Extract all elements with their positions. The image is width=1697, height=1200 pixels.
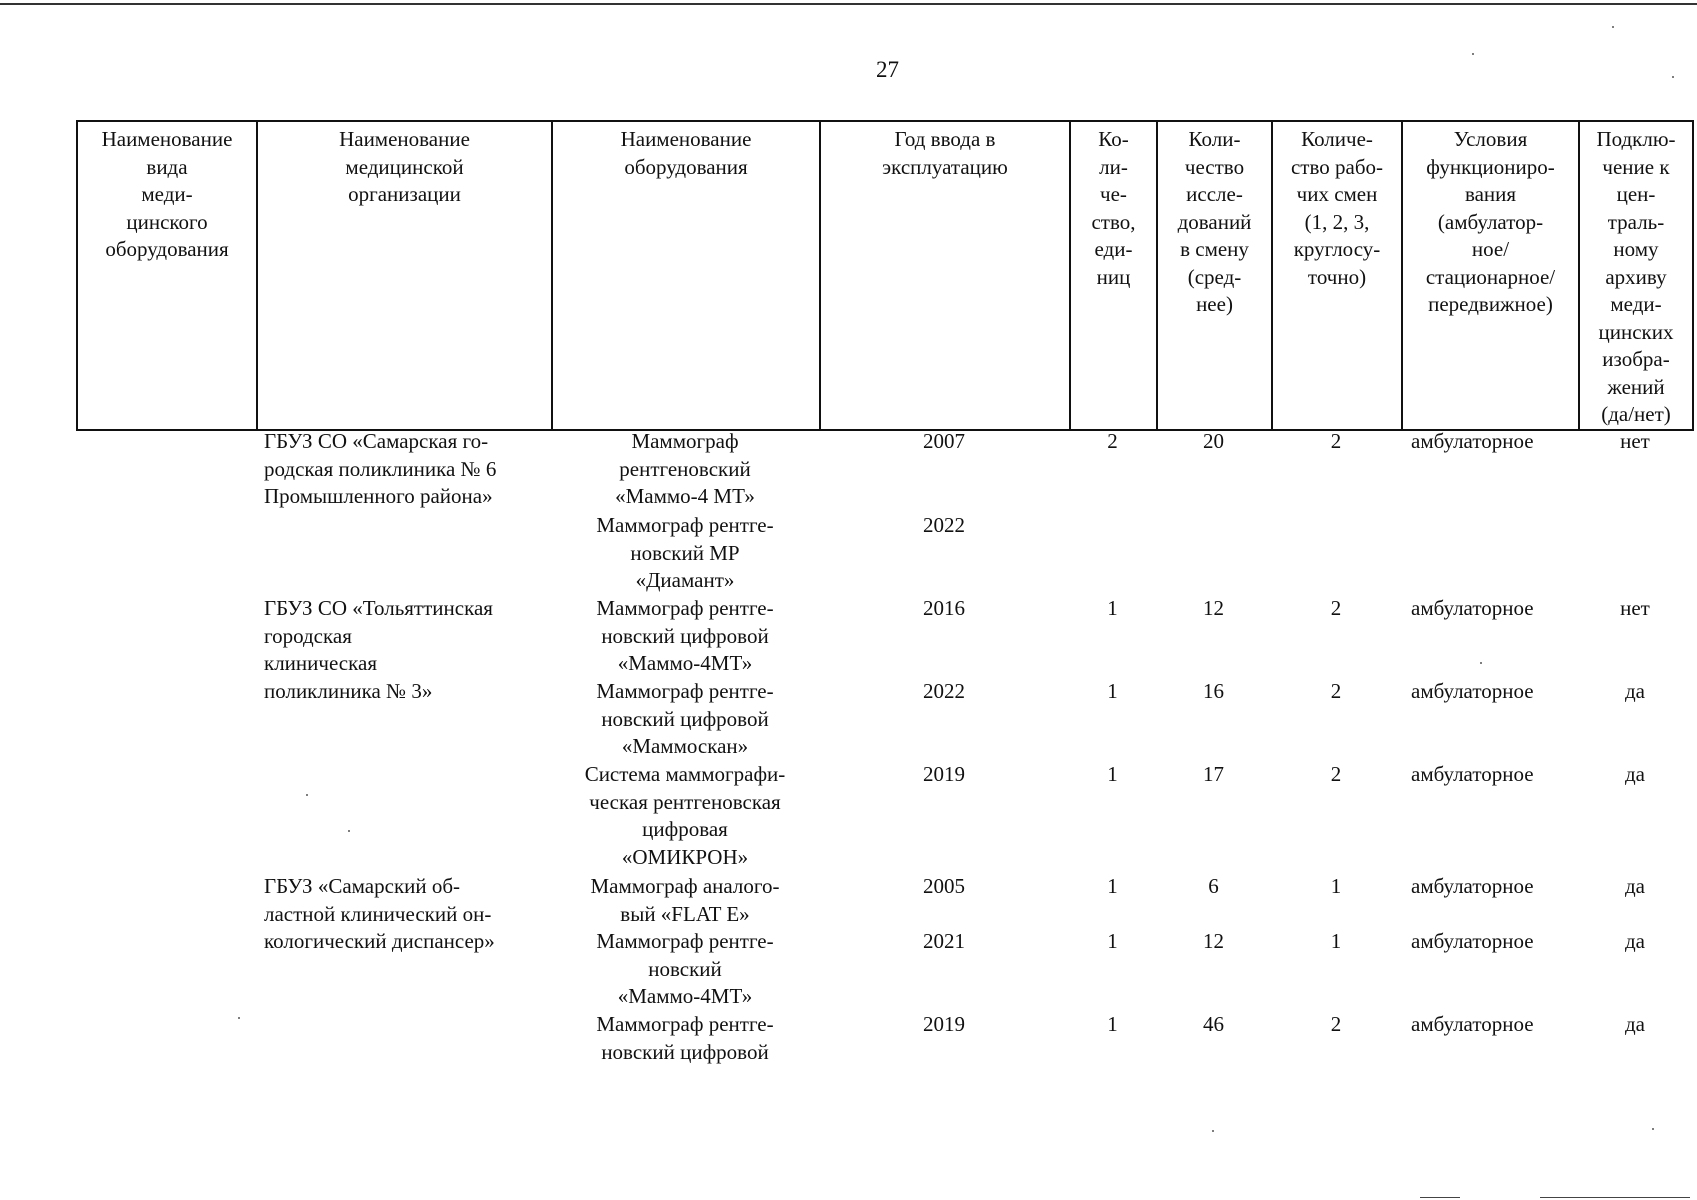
- cell-shifts: 2: [1330, 596, 1342, 620]
- cell-studies: 46: [1203, 1012, 1224, 1036]
- cell-equipment-name: Система маммографи- ческая рентгеновская цифровая «ОМИКРОН»: [584, 762, 786, 869]
- cell-quantity: 1: [1107, 762, 1118, 786]
- table-row: [76, 1011, 1692, 1081]
- cell-equipment-type: [76, 512, 256, 595]
- cell-conditions: амбулаторное: [1411, 596, 1534, 620]
- cell-year: 2019: [923, 1012, 965, 1036]
- cell-organization: ГБУЗ «Самарский об- ластной клинический он-: [264, 874, 492, 926]
- scan-speck: [1652, 1128, 1654, 1130]
- cell-shifts: 2: [1330, 762, 1342, 786]
- cell-organization: [256, 512, 551, 595]
- cell-equipment-type: [76, 873, 256, 928]
- cell-quantity: 2: [1107, 429, 1118, 453]
- cell-quantity: 1: [1107, 1012, 1118, 1036]
- scan-speck: [1480, 662, 1482, 664]
- cell-conditions: амбулаторное: [1411, 679, 1534, 703]
- table-row: [76, 761, 1692, 873]
- cell-year: 2022: [923, 679, 965, 703]
- cell-shifts: [1271, 512, 1401, 595]
- cell-quantity: 1: [1107, 929, 1118, 953]
- cell-year: 2005: [923, 874, 965, 898]
- cell-equipment-name: Маммограф рентгеновский «Маммо-4 МТ»: [615, 429, 755, 508]
- cell-studies: 12: [1203, 929, 1224, 953]
- cell-equipment-name: Маммограф рентге- новский МР «Диамант»: [596, 513, 774, 592]
- scan-fragment: [1540, 1197, 1690, 1198]
- scan-speck: [1212, 1130, 1214, 1132]
- cell-conditions: амбулаторное: [1411, 1012, 1534, 1036]
- cell-organization: ГБУЗ СО «Самарская го- родская поликлиника № 6 Промышленного района»: [264, 429, 497, 508]
- cell-organization: [256, 1011, 551, 1081]
- cell-conditions: [1401, 512, 1578, 595]
- cell-conditions: амбулаторное: [1411, 929, 1534, 953]
- cell-studies: [1156, 512, 1271, 595]
- cell-studies: 12: [1203, 596, 1224, 620]
- header-equipment-name: Наименование оборудования: [552, 121, 820, 430]
- scan-speck: [1612, 26, 1614, 28]
- cell-organization: поликлиника № 3»: [264, 679, 433, 703]
- scan-speck: [348, 830, 350, 832]
- cell-archive: нет: [1620, 429, 1650, 453]
- cell-equipment-name: Маммограф рентге- новский цифровой «Маммоскан»: [596, 679, 774, 758]
- cell-studies: 17: [1203, 762, 1224, 786]
- header-shifts: Количе- ство рабо- чих смен (1, 2, 3, круглосу- точно): [1272, 121, 1402, 430]
- cell-year: 2016: [923, 596, 965, 620]
- cell-organization: кологический диспансер»: [264, 929, 495, 953]
- header-organization: Наименование медицинской организации: [257, 121, 552, 430]
- table-row: [76, 678, 1692, 761]
- cell-archive: да: [1624, 874, 1645, 898]
- cell-year: 2019: [923, 762, 965, 786]
- cell-year: 2007: [923, 429, 965, 453]
- scan-speck: [238, 1017, 240, 1019]
- cell-equipment-name: Маммограф рентге- новский «Маммо-4МТ»: [596, 929, 774, 1008]
- table-header: [76, 120, 1694, 431]
- cell-studies: 20: [1203, 429, 1224, 453]
- cell-year: 2022: [923, 513, 965, 537]
- scan-speck: [1472, 53, 1474, 55]
- cell-equipment-type: [76, 761, 256, 873]
- cell-studies: 6: [1208, 874, 1219, 898]
- cell-equipment-type: [76, 595, 256, 678]
- cell-equipment-name: Маммограф аналого- вый «FLAT E»: [590, 874, 780, 926]
- cell-archive: да: [1624, 762, 1645, 786]
- cell-quantity: 1: [1107, 596, 1118, 620]
- cell-shifts: 2: [1330, 679, 1342, 703]
- cell-studies: 16: [1203, 679, 1224, 703]
- cell-shifts: 2: [1330, 1012, 1342, 1036]
- table-row: [76, 595, 1692, 678]
- table-row: [76, 428, 1692, 512]
- cell-equipment-name: Маммограф рентге- новский цифровой «Маммо-4МТ»: [596, 596, 774, 675]
- header-year: Год ввода в эксплуатацию: [820, 121, 1070, 430]
- header-archive: Подклю- чение к цен- траль- ному архиву меди- цинских изобра- жений (да/нет): [1579, 121, 1693, 430]
- cell-archive: да: [1624, 1012, 1645, 1036]
- cell-conditions: амбулаторное: [1411, 874, 1534, 898]
- cell-archive: [1578, 512, 1692, 595]
- header-equipment-type: Наименование вида меди- цинского оборудования: [77, 121, 257, 430]
- cell-conditions: амбулаторное: [1411, 429, 1534, 453]
- table-body: [76, 428, 1692, 1081]
- cell-equipment-type: [76, 428, 256, 512]
- cell-shifts: 1: [1330, 929, 1342, 953]
- cell-equipment-type: [76, 1011, 256, 1081]
- cell-conditions: амбулаторное: [1411, 762, 1534, 786]
- table-row: [76, 873, 1692, 928]
- header-quantity: Ко- ли- че- ство, еди- ниц: [1070, 121, 1157, 430]
- cell-archive: да: [1624, 679, 1645, 703]
- table-row: [76, 928, 1692, 1011]
- cell-equipment-type: [76, 678, 256, 761]
- cell-archive: нет: [1620, 596, 1650, 620]
- page-number: 27: [876, 57, 899, 82]
- cell-shifts: 2: [1330, 429, 1342, 453]
- scan-fragment: [1420, 1197, 1460, 1198]
- cell-quantity: 1: [1107, 679, 1118, 703]
- cell-year: 2021: [923, 929, 965, 953]
- cell-equipment-name: Маммограф рентге- новский цифровой: [596, 1012, 774, 1064]
- scan-speck: [306, 794, 308, 796]
- cell-organization: [256, 761, 551, 873]
- header-studies-per-shift: Коли- чество иссле- дований в смену (сред- нее): [1157, 121, 1272, 430]
- scan-speck: [1672, 76, 1674, 78]
- cell-shifts: 1: [1330, 874, 1342, 898]
- header-conditions: Условия функциониро- вания (амбулатор- ное/ стационарное/ передвижное): [1402, 121, 1579, 430]
- cell-organization: ГБУЗ СО «Тольяттинская городская клиническая: [264, 596, 493, 675]
- cell-quantity: [1069, 512, 1156, 595]
- table-row: [76, 512, 1692, 595]
- cell-equipment-type: [76, 928, 256, 1011]
- cell-archive: да: [1624, 929, 1645, 953]
- cell-quantity: 1: [1107, 874, 1118, 898]
- scan-border: [0, 3, 1697, 5]
